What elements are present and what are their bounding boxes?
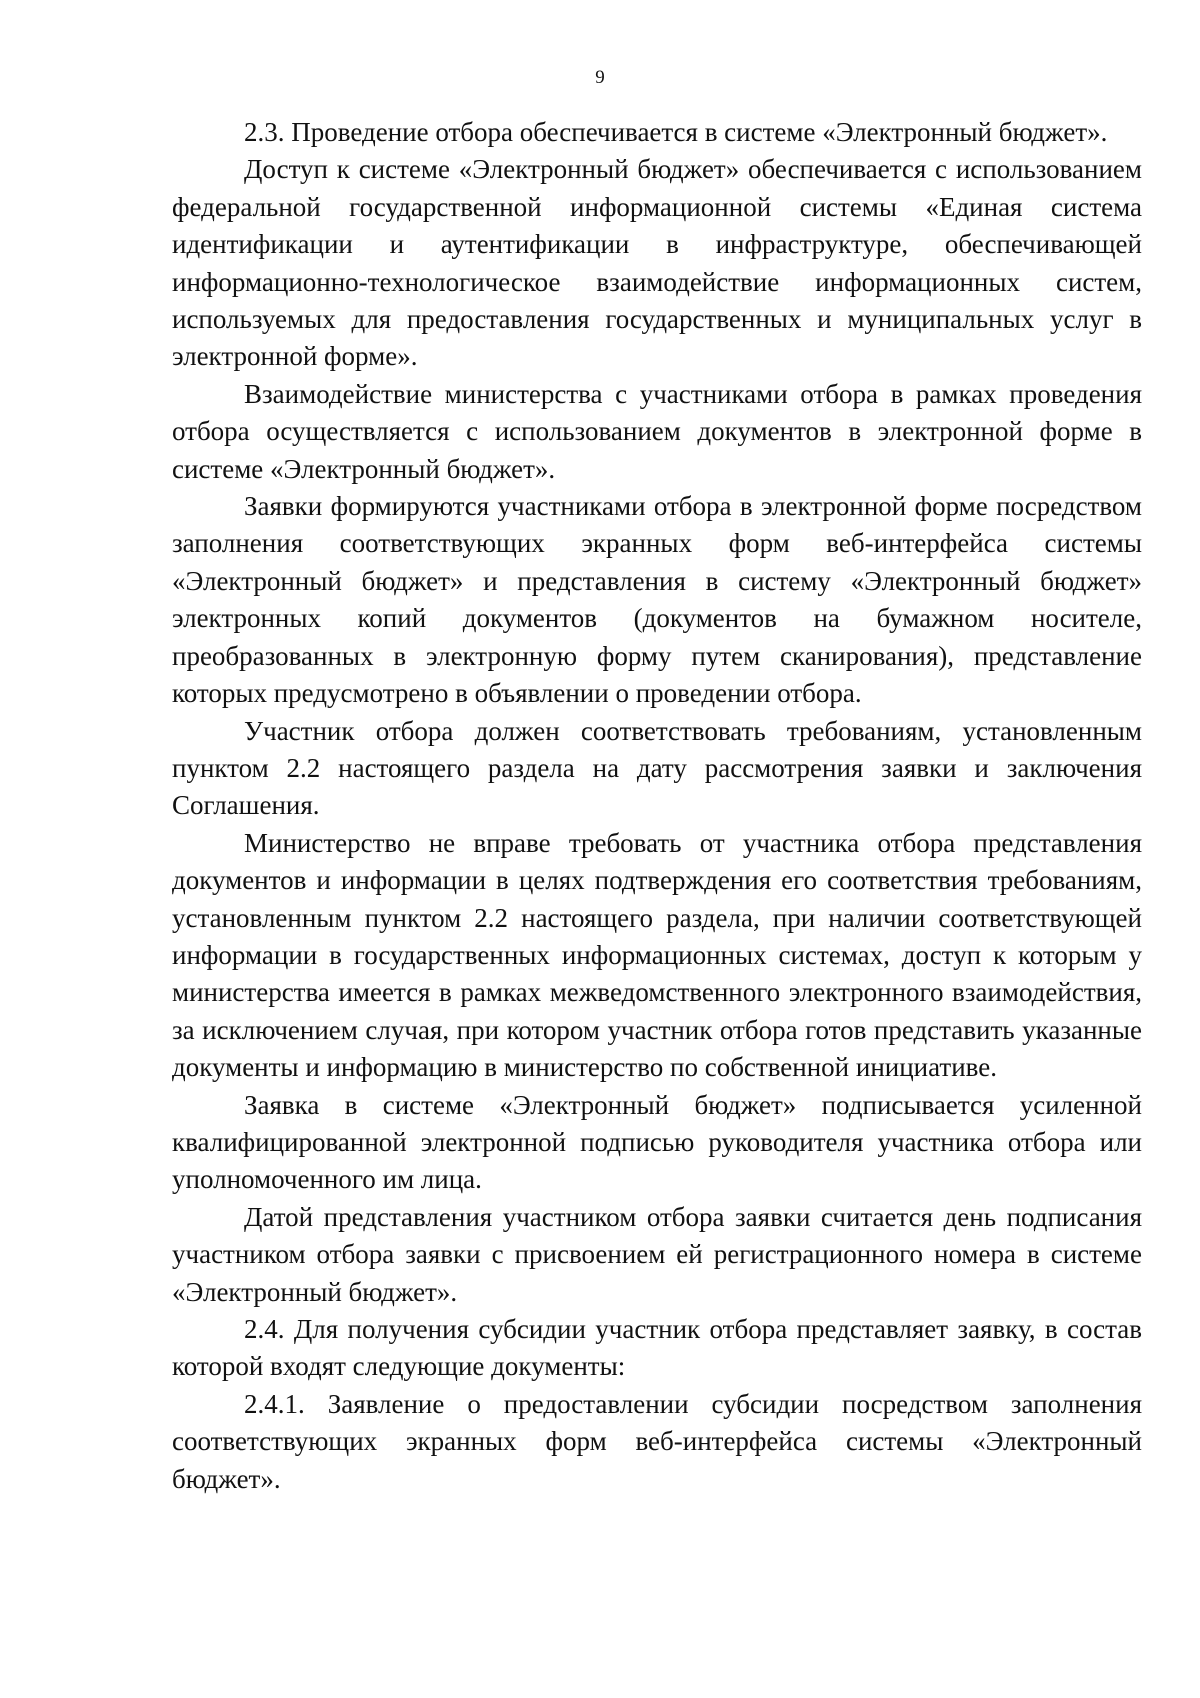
paragraph-participant-requirements: Участник отбора должен соответствовать требованиям, установленным пунктом 2.2 настоящего раздела на дату рассмотрения заявки и заключения Соглашения. [172,715,1142,821]
paragraph-2-4-1: 2.4.1. Заявление о предоставлении субсидии посредством заполнения соответствующих экранных форм веб-интерфейса системы «Электронный бюджет». [172,1388,1142,1494]
page-number: 9 [595,67,605,88]
paragraph-interaction: Взаимодействие министерства с участниками отбора в рамках проведения отбора осуществляется с использованием документов в электронной форме в системе «Электронный бюджет». [172,378,1142,484]
paragraph-ministry-restrictions: Министерство не вправе требовать от участника отбора представления документов и информации в целях подтверждения его соответствия требованиям, установленным пунктом 2.2 настоящего раздела, при наличии соответствующей информации в государственных информационных системах, доступ к которым у министерства имеется в рамках межведомственного электронного взаимодействия, за исключением случая, при котором участник отбора готов представить указанные документы и информацию в министерство по собственной инициативе. [172,827,1142,1083]
paragraph-signature: Заявка в системе «Электронный бюджет» подписывается усиленной квалифицированной электронной подписью руководителя участника отбора или уполномоченного им лица. [172,1089,1142,1195]
paragraph-access: Доступ к системе «Электронный бюджет» обеспечивается с использованием федеральной государственной информационной системы «Единая система идентификации и аутентификации в инфраструктуре, обеспечивающей информационно-технологическое взаимодействие информационных систем, используемых для предоставления государственных и муниципальных услуг в электронной форме». [172,154,1142,372]
paragraph-submission-date: Датой представления участником отбора заявки считается день подписания участником отбора заявки с присвоением ей регистрационного номера в системе «Электронный бюджет». [172,1201,1142,1307]
paragraph-2-4: 2.4. Для получения субсидии участник отбора представляет заявку, в состав которой входят следующие документы: [172,1314,1142,1382]
document-body [172,114,1142,1498]
paragraph-applications: Заявки формируются участниками отбора в электронной форме посредством заполнения соответствующих экранных форм веб-интерфейса системы «Электронный бюджет» и представления в систему «Электронный бюджет» электронных копий документов (документов на бумажном носителе, преобразованных в электронную форму путем сканирования), представление которых предусмотрено в объявлении о проведении отбора. [172,491,1142,709]
paragraph-2-3: 2.3. Проведение отбора обеспечивается в системе «Электронный бюджет». [244,117,1108,147]
